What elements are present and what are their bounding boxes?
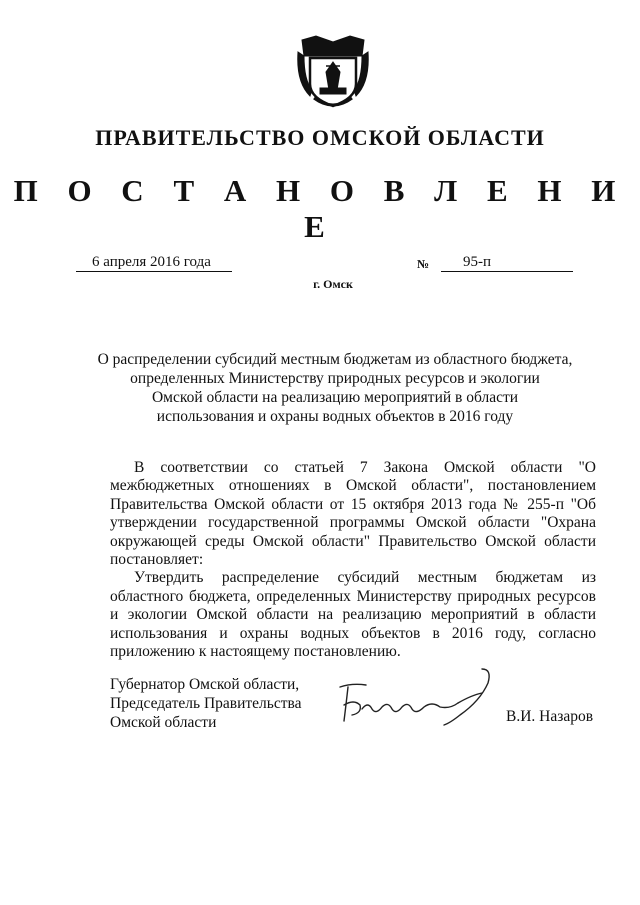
number-sign: № <box>417 257 430 271</box>
position-line: Губернатор Омской области, <box>110 676 300 693</box>
decree-body <box>110 459 596 661</box>
position-line: Омской области <box>110 714 217 731</box>
government-title: ПРАВИТЕЛЬСТВО ОМСКОЙ ОБЛАСТИ <box>95 125 545 150</box>
subject-line: Омской области на реализацию мероприятий в области <box>151 389 519 406</box>
decree-subject <box>90 350 580 426</box>
signatory-position <box>110 675 302 732</box>
number-field <box>441 254 573 272</box>
date-field <box>76 254 232 272</box>
subject-line: определенных Министерству природных ресурсов и экологии <box>130 370 540 387</box>
decree-title: П О С Т А Н О В Л Е Н И Е <box>13 173 627 244</box>
resolution-paragraph: Утвердить распределение субсидий местным бюджетам из областного бюджета, определенных Министерству природных ресурсов и экологии Омской области на реализацию мероприятий в области использования и охраны водных объектов в 2016 году, согласно приложению к настоящему постановлению. <box>110 569 596 661</box>
decree-number: 95-п <box>463 254 492 270</box>
preamble-paragraph: В соответствии со статьей 7 Закона Омской области "О межбюджетных отношениях в Омской области", постановлением Правительства Омской области от 15 октября 2013 года № 255-п "Об утверждении государственной программы Омской области "Охрана окружающей среды Омской области" Правительство Омской области постановляет: <box>110 459 596 569</box>
subject-line: использования и охраны водных объектов в 2016 году <box>156 408 514 425</box>
signatory-name: В.И. Назаров <box>506 708 594 725</box>
city-label: г. Омск <box>313 277 353 291</box>
handwritten-signature <box>332 665 504 727</box>
subject-line: О распределении субсидий местным бюджетам из областного бюджета, <box>97 351 573 368</box>
decree-date: 6 апреля 2016 года <box>92 254 211 270</box>
position-line: Председатель Правительства <box>110 695 302 712</box>
coat-of-arms-emblem <box>296 32 370 110</box>
